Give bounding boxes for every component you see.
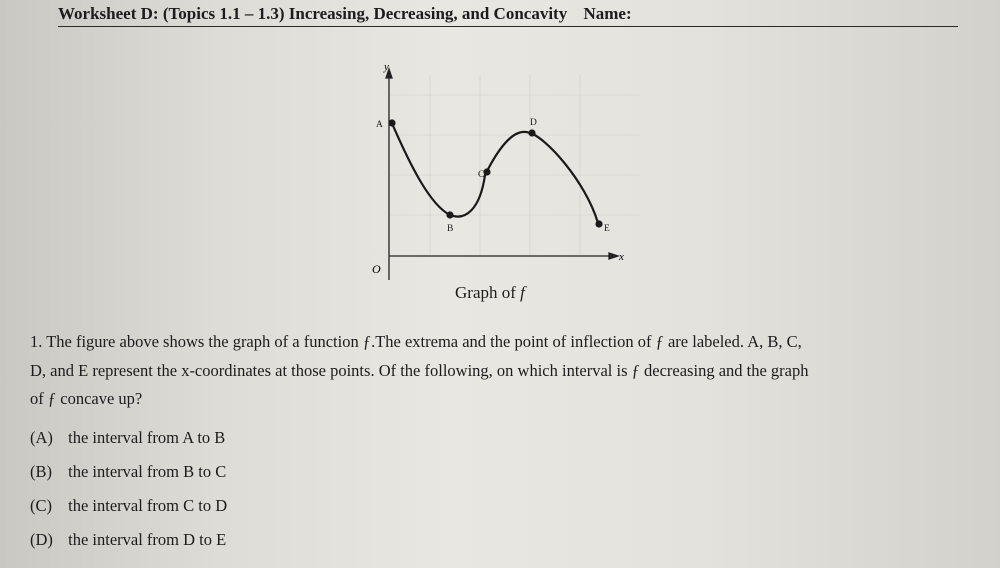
option-b[interactable] <box>30 459 227 493</box>
point-d-label: D <box>530 118 537 128</box>
point-a <box>388 119 395 126</box>
option-text: the interval from B to C <box>68 462 227 481</box>
question-text-1: The figure above shows the graph of a function ƒ.The extrema and the point of inflection of ƒ are labeled. A, B, C, <box>46 332 802 351</box>
axes <box>386 69 618 280</box>
question-1 <box>30 328 980 414</box>
answer-options <box>30 425 227 561</box>
option-text: the interval from D to E <box>68 530 227 549</box>
option-text: the interval from C to D <box>68 496 228 515</box>
point-c-label: C <box>478 170 485 180</box>
option-c[interactable] <box>30 493 227 527</box>
question-text-3: of ƒ concave up? <box>30 389 143 408</box>
option-a[interactable] <box>30 425 227 459</box>
point-b <box>446 211 453 218</box>
option-letter: (A) <box>30 428 53 447</box>
origin-label: O <box>372 262 381 276</box>
worksheet-title: Worksheet D: (Topics 1.1 – 1.3) Increasing, Decreasing, and Concavity <box>58 4 568 23</box>
caption-func: f <box>520 283 525 302</box>
point-b-label: B <box>447 224 454 234</box>
option-text: the interval from A to B <box>68 428 226 447</box>
worksheet-header <box>58 4 958 27</box>
x-axis-arrow <box>609 253 618 259</box>
option-letter: (D) <box>30 530 53 549</box>
point-e <box>595 220 602 227</box>
point-c <box>483 168 490 175</box>
y-axis-label: y <box>384 61 389 73</box>
question-text-2: D, and E represent the x-coordinates at those points. Of the following, on which interval is ƒ decreasing and the graph <box>30 360 809 380</box>
question-number: 1. <box>30 332 43 351</box>
graph-caption <box>455 283 525 303</box>
option-letter: (B) <box>30 462 52 481</box>
option-letter: (C) <box>30 496 52 515</box>
x-axis-label: x <box>619 251 624 263</box>
graph-curve <box>391 121 598 223</box>
option-d[interactable] <box>30 527 227 561</box>
point-e-label: E <box>604 224 610 234</box>
question-line-1 <box>30 328 980 357</box>
point-d <box>528 129 535 136</box>
point-a-label: A <box>376 120 383 130</box>
function-graph <box>350 55 650 290</box>
graph-grid <box>390 75 640 255</box>
caption-prefix: Graph of <box>455 283 516 302</box>
name-label: Name: <box>583 4 632 23</box>
